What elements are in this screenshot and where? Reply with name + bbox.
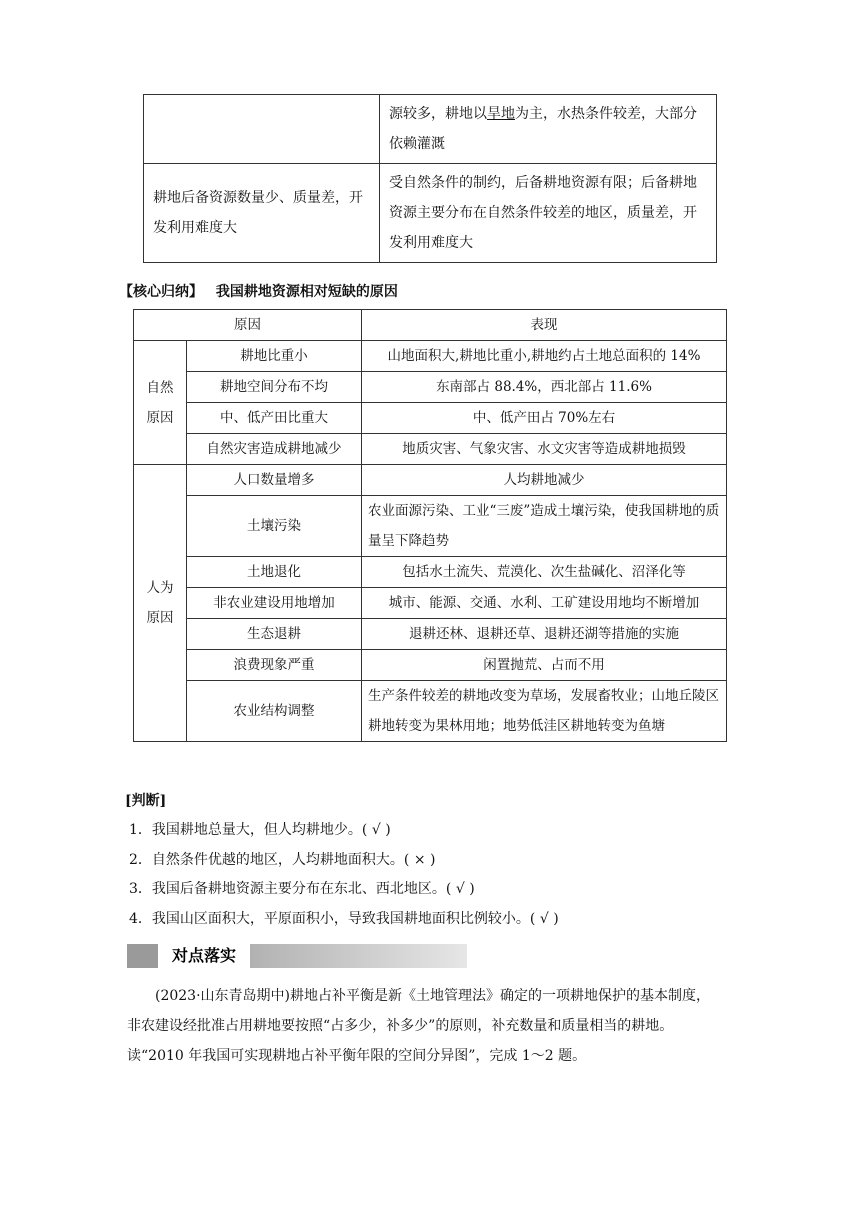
passage-line: 读“2010 年我国可实现耕地占补平衡年限的空间分异图”，完成 1～2 题。 xyxy=(127,1048,587,1064)
section-title: 对点落实 xyxy=(158,944,250,968)
judge-item: 4．我国山区面积大，平原面积小，导致我国耕地面积比例较小。( √ ) xyxy=(129,911,559,927)
reason-cell: 中、低产田比重大 xyxy=(187,403,362,434)
table-cell: 耕地后备资源数量少、质量差，开发利用难度大 xyxy=(144,164,380,263)
table-cell: 受自然条件的制约，后备耕地资源有限；后备耕地资源主要分布在自然条件较差的地区，质量差，开发利用难度大 xyxy=(380,164,717,263)
performance-cell: 包括水土流失、荒漠化、次生盐碱化、沼泽化等 xyxy=(362,557,727,588)
table-row xyxy=(134,372,727,403)
judge-title: [判断] xyxy=(125,793,167,809)
judge-item: 3．我国后备耕地资源主要分布在东北、西北地区。( √ ) xyxy=(129,881,475,897)
table-row xyxy=(134,588,727,619)
section-banner xyxy=(127,944,467,968)
cell-text: 为主，水热条件较差，大部分依赖灌溉 xyxy=(389,106,697,152)
summary-heading xyxy=(119,281,398,301)
header-performance: 表现 xyxy=(362,310,727,341)
reason-cell: 土地退化 xyxy=(187,557,362,588)
passage-line: (2023·山东青岛期中)耕地占补平衡是新《土地管理法》确定的一项耕地保护的基本制度， xyxy=(155,988,711,1004)
performance-cell: 中、低产田占 70%左右 xyxy=(362,403,727,434)
table-row xyxy=(134,341,727,372)
table-cell xyxy=(380,95,717,164)
reason-cell: 浪费现象严重 xyxy=(187,650,362,681)
performance-cell: 山地面积大,耕地比重小,耕地约占土地总面积的 14% xyxy=(362,341,727,372)
group-label: 自然原因 xyxy=(146,379,174,426)
underlined-term: 旱地 xyxy=(487,106,515,122)
table-row xyxy=(134,403,727,434)
judge-item: 1．我国耕地总量大，但人均耕地少。( √ ) xyxy=(129,822,391,838)
table-row xyxy=(144,164,717,263)
table-row xyxy=(134,557,727,588)
cell-text: 源较多，耕地以 xyxy=(389,106,487,122)
reason-cell: 农业结构调整 xyxy=(187,681,362,742)
performance-cell: 退耕还林、退耕还草、退耕还湖等措施的实施 xyxy=(362,619,727,650)
reason-cell: 非农业建设用地增加 xyxy=(187,588,362,619)
reason-cell: 耕地空间分布不均 xyxy=(187,372,362,403)
table-row xyxy=(134,465,727,496)
table-row xyxy=(134,650,727,681)
performance-cell: 城市、能源、交通、水利、工矿建设用地均不断增加 xyxy=(362,588,727,619)
table-row xyxy=(144,95,717,164)
performance-cell: 地质灾害、气象灾害、水文灾害等造成耕地损毁 xyxy=(362,434,727,465)
group-natural xyxy=(134,341,187,465)
performance-cell: 人均耕地减少 xyxy=(362,465,727,496)
reason-cell: 土壤污染 xyxy=(187,496,362,557)
performance-cell: 东南部占 88.4%，西北部占 11.6% xyxy=(362,372,727,403)
performance-cell: 农业面源污染、工业“三废”造成土壤污染，使我国耕地的质量呈下降趋势 xyxy=(362,496,727,557)
banner-block xyxy=(127,944,158,968)
group-human xyxy=(134,465,187,742)
performance-cell: 闲置抛荒、占而不用 xyxy=(362,650,727,681)
passage-line: 非农建设经批准占用耕地要按照“占多少，补多少”的原则，补充数量和质量相当的耕地。 xyxy=(127,1018,674,1034)
group-label: 人为原因 xyxy=(146,580,174,626)
table-row xyxy=(134,681,727,742)
judge-item: 2．自然条件优越的地区，人均耕地面积大。( × ) xyxy=(129,852,436,868)
performance-cell: 生产条件较差的耕地改变为草场，发展畜牧业；山地丘陵区耕地转变为果林用地；地势低洼区耕地转变为鱼塘 xyxy=(362,681,727,742)
header-reason: 原因 xyxy=(134,310,362,341)
table-row xyxy=(134,619,727,650)
reason-cell: 生态退耕 xyxy=(187,619,362,650)
reasons-table xyxy=(133,309,727,742)
summary-title: 我国耕地资源相对短缺的原因 xyxy=(215,284,398,300)
continuation-table xyxy=(143,94,717,263)
table-row xyxy=(134,496,727,557)
summary-tag: 【核心归纳】 xyxy=(119,284,203,300)
table-cell xyxy=(144,95,380,164)
reason-cell: 人口数量增多 xyxy=(187,465,362,496)
reason-cell: 耕地比重小 xyxy=(187,341,362,372)
reason-cell: 自然灾害造成耕地减少 xyxy=(187,434,362,465)
table-row xyxy=(134,434,727,465)
table-header-row xyxy=(134,310,727,341)
